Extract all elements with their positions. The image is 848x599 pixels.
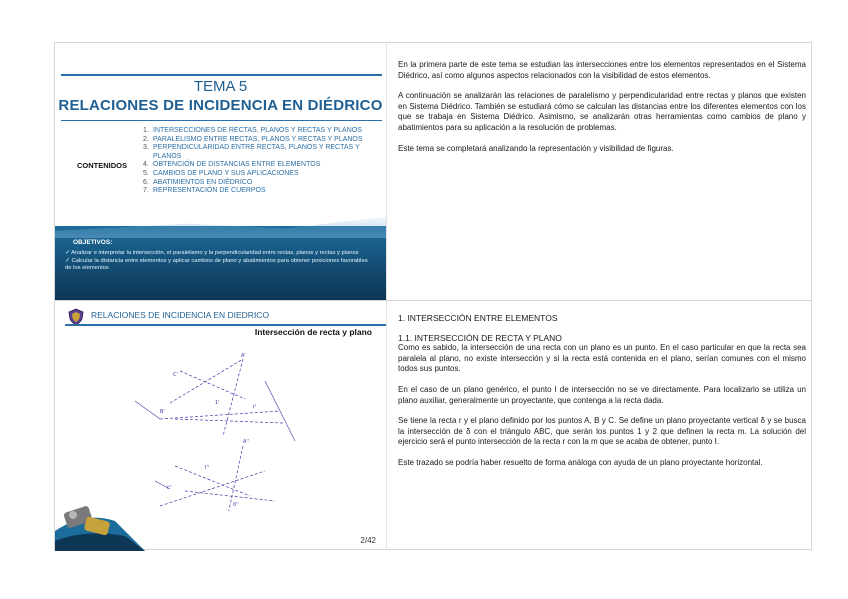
slide-1: [55, 43, 386, 300]
paragraph: Se tiene la recta r y el plano definido por los puntos A, B y C. Se define un plano proyectante vertical δ y se busca la intersección de δ con el triángulo ABC, que serán los puntos 1 y 2 que definen la recta m. La solución del ejercicio será el punto intersección de la recta r con la m que se acaba de obtener, punto I.: [398, 416, 806, 447]
objetivo-2: ✓ Calcular la distancia entre elementos y aplicar cambios de plano y abatimientos para obtener posiciones favorables de los elementos: [65, 257, 368, 271]
document-page: [54, 42, 812, 550]
slide-subtitle: Intersección de recta y plano: [254, 327, 372, 337]
paragraph: Como es sabido, la intersección de una recta con un plano es un punto. En el caso particular en que la recta sea paralela al plano, no existe intersección y si la recta está contenida en el plano, serían comunes con el mismo todos sus puntos.: [398, 343, 806, 374]
intro-text: [398, 60, 806, 164]
slide-title: RELACIONES DE INCIDENCIA EN DIÉDRICO: [58, 97, 383, 114]
figure-line: [175, 419, 283, 423]
svg-text:C': C': [173, 372, 178, 378]
section-text: [398, 313, 806, 479]
tools-decoration: [55, 491, 145, 551]
section-heading: 1. INTERSECCIÓN ENTRE ELEMENTOS: [398, 313, 558, 323]
list-item: 7. REPRESENTACIÓN DE CUERPOS: [143, 187, 266, 195]
paragraph: En la primera parte de este tema se estudian las intersecciones entre los elementos representados en el Sistema Diédrico, así como algunos aspectos relacionados con la visibilidad de estos elementos.: [398, 60, 806, 80]
slide-header: RELACIONES DE INCIDENCIA EN DIEDRICO: [91, 310, 270, 320]
contenidos-label: CONTENIDOS: [77, 161, 128, 170]
list-item: 2. PARALELISMO ENTRE RECTAS, PLANOS Y RECTAS Y PLANOS: [143, 135, 363, 143]
svg-text:r': r': [253, 404, 257, 410]
list-item: 6. ABATIMIENTOS EN DIÉDRICO: [143, 178, 253, 186]
column-divider: [386, 43, 387, 549]
figure-line: [160, 471, 265, 506]
title-rule: [61, 74, 382, 76]
svg-text:δ'': δ'': [233, 502, 239, 508]
list-item: 3. PERPENDICULARIDAD ENTRE RECTAS, PLANOS Y RECTAS Y PLANOS: [143, 144, 360, 160]
paragraph: Este trazado se podría haber resuelto de forma análoga con ayuda de un plano proyectante horizontal.: [398, 457, 763, 467]
svg-text:r'': r'': [167, 485, 172, 491]
contents-list: [143, 127, 375, 196]
list-item: 1. INTERSECCIONES DE RECTAS, PLANOS Y RECTAS Y PLANOS: [143, 127, 362, 134]
list-item: 4. OBTENCIÓN DE DISTANCIAS ENTRE ELEMENTOS: [143, 161, 321, 169]
svg-text:I'': I'': [205, 465, 210, 471]
list-item: 5. CAMBIOS DE PLANO Y SUS APLICACIONES: [143, 169, 299, 177]
objetivos-panel: [55, 226, 386, 300]
objetivo-1: ✓ Analizar e interpretar la intersección, el paralelismo y la perpendicularidad entre rectas, planos y rectas y planos: [65, 250, 359, 256]
figure-line: [223, 359, 243, 436]
figure-line: [185, 491, 275, 501]
paragraph: A continuación se analizarán las relaciones de paralelismo y perpendicularidad entre rectas y planos que existen en Sistema Diédrico. También se estudiará cómo se calculan las distancias entre los diferentes elementos con los que se trabaja en Sistema Diédrico. Asimismo, se analizarán otras herramientas como cambios de plano y abatimientos para su aplicación a la resolución de problemas.: [398, 91, 806, 132]
svg-text:A'': A'': [243, 439, 250, 445]
svg-text:A': A': [241, 353, 246, 359]
figure-line: [135, 401, 160, 419]
geometry-figure: [55, 341, 386, 511]
svg-text:B': B': [160, 409, 165, 415]
figure-line: [265, 381, 295, 441]
paragraph: En el caso de un plano genérico, el punto I de intersección no se ve directamente. Para localizarlo se utiliza un plano auxiliar, generalmente un proyectante, que contenga a la recta dada.: [398, 384, 806, 405]
header-rule: [65, 324, 386, 326]
wave-decoration: [55, 214, 386, 238]
figure-line: [175, 466, 250, 496]
slide-2: [55, 301, 386, 551]
subsection-heading: 1.1. INTERSECCIÓN DE RECTA Y PLANO: [398, 332, 562, 343]
paragraph: Este tema se completará analizando la representación y visibilidad de figuras.: [398, 143, 674, 153]
figure-line: [160, 411, 280, 419]
title-underline: [61, 120, 382, 121]
figure-line: [170, 359, 243, 403]
figure-line: [180, 371, 245, 399]
svg-text:1': 1': [215, 400, 220, 406]
page-number: 2/42: [360, 536, 376, 545]
slide-tema: TEMA 5: [193, 78, 248, 95]
objetivos-label: OBJETIVOS:: [73, 239, 113, 246]
objetivos-text: [65, 250, 375, 273]
